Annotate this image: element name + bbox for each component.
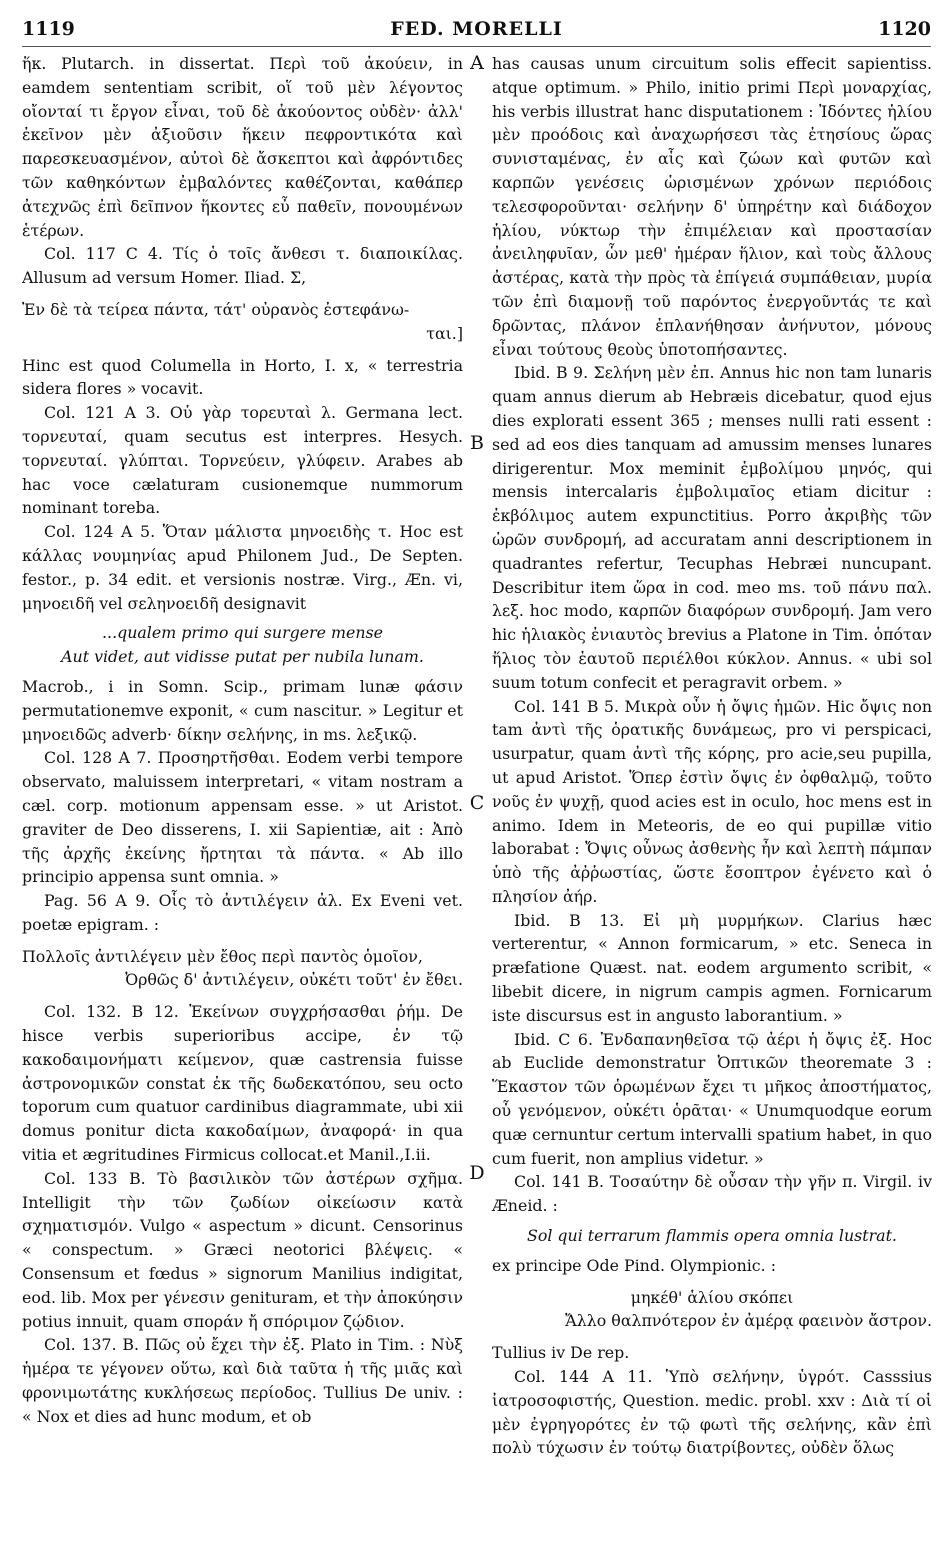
margin-marker-d: D: [469, 1162, 485, 1184]
verse-line: ...qualem primo qui surgere mense: [102, 623, 383, 643]
greek-verse: [22, 945, 463, 993]
paragraph: Tullius iv De rep.: [492, 1343, 630, 1363]
paragraph: ex principe Ode Pind. Olympionic. :: [492, 1255, 777, 1275]
paragraph: Pag. 56 A 9. Οἷς τὸ ἀντιλέγειν ἀλ. Ex Eveni vet. poetæ epigram. :: [22, 891, 463, 934]
paragraph: ἥκ. Plutarch. in dissertat. Περὶ τοῦ ἀκούειν, in eamdem sententiam scribit, οἵ τοῦ μὲν λέγοντος οἴονταί τι ἔργον εἶναι, τοῦ δὲ ἀκούοντος οὐδὲν· ἀλλ' ἐκεῖνον μὲν ἀξιοῦσιν ἥκειν πεφροντικότα καὶ παρεσκευασμένον, αὐτοὶ δὲ ἄσκεπτοι καὶ ἀφρόντιδες τῶν καθηκόντων ἐμβαλόντες καθέζονται, καθάπερ ἀτεχνῶς ἐπὶ δεῖπνον ἥκοντες εὖ παθεῖν, πονουμένων ἑτέρων.: [22, 54, 463, 240]
paragraph: Ibid. B 13. Εἰ μὴ μυρμήκων. Clarius hæc verterentur, « Annon formicarum, » etc. Seneca in præfatione Quæst. nat. eodem argumento scribit, « libebit dicere, in nigrum campis agmen. Fornicarum iste discursus est in angusto laborantium. »: [492, 910, 932, 1025]
margin-marker-b: B: [470, 432, 484, 454]
verse-line: Sol qui terrarum flammis opera omnia lustrat.: [527, 1226, 897, 1246]
paragraph: Col. 117 C 4. Τίς ὁ τοῖς ἄνθεσι τ. διαποικίλας. Allusum ad versum Homer. Iliad. Σ,: [22, 244, 463, 288]
paragraph: Col. 128 A 7. Προσηρτῆσθαι. Eodem verbi tempore observato, maluissem interpretari, « vitam nostram a cæl. corp. motionum appensam esse. » ut Aristot. graviter de Deo disserens, I. xii Sapientiæ, ait : Ἀπὸ τῆς ἀρχῆς ἐκείνης ἤρτηται τὰ πάντα. « Ab illo principio appensa sunt omnia. »: [22, 748, 463, 887]
verse-line: Ἄλλο θαλπνότερον ἐν ἀμέρᾳ φαεινὸν ἄστρον.: [565, 1311, 932, 1331]
paragraph: Macrob., i in Somn. Scip., primam lunæ φάσιν permutationemve exponit, « cum nascitur. » Legitur et μηνοειδῶς adverb· δίκην σελήνης, in ms. λεξικῷ.: [22, 676, 463, 744]
verse-line: Ἐν δὲ τὰ τείρεα πάντα, τάτ' οὐρανὸς ἐστεφάνω-: [22, 299, 410, 319]
greek-verse: [492, 1286, 932, 1334]
paragraph: has causas unum circuitum solis effecit sapientiss. atque optimum. » Philo, initio primi Περὶ μοναρχίας, his verbis illustrat hanc disputationem : Ἰδόντες ἡλίου μὲν προόδοις καὶ ἀναχωρήσεσι τὰς ἐτησίους ὥρας συνισταμένας, ἐν αἷς καὶ ζώων καὶ φυτῶν καὶ καρπῶν γενέσεις ὡρισμένων χρόνων περιόδοις τελεσφοροῦνται· σελήνην δ' ὑπηρέτην καὶ διάδοχον ἡλίου, νύκτωρ τὴν ἐπιμέλειαν καὶ προστασίαν ἀνειληφυῖαν, ὧν μεθ' ἡμέραν ἥλιον, καὶ τοὺς ἄλλους ἀστέρας, κατὰ τὴν πρὸς τὰ ἐπίγειά συμπάθειαν, μυρία τῶν ἐπὶ διαμονῇ τοῦ παρόντος ἐνεργοῦντάς τε καὶ δρῶντας, πλάνον ἐπλανήθησαν ἀνήνυτον, μόνους εἶναι τούτους θεοὺς ὑποτοπήσαντες.: [492, 54, 932, 359]
paragraph: Ibid. B 9. Σελήνη μὲν ἐπ. Annus hic non tam lunaris quam annus dierum ab Hebræis dicebatur, quod ejus dies explorati essent 365 ; menses nulli rati essent : sed ad eos dies tanquam ad amussim menses lunares dirigerentur. Mox meminit ἐμβολίμου μηνός, qui mensis intercalaris ἐμβολιμαῖος etiam dicitur : ἐκβόλιμος autem expunctitius. Porro ἀκριβὴς τῶν ὡρῶν συνδρομή, ad accuratam anni descriptionem in quadrantes refertur, Tecuphas Hebræi nuncupant. Describitur item ὥρα in cod. meo ms. τοῦ πάνυ παλ. λεξ. hoc modo, καρπῶν διαφόρων συνδρομή. Jam vero hic ἡλιακὸς ἐνιαυτὸς brevius a Platone in Tim. ὁπόταν ἥλιος τὸν ἑαυτοῦ περιέλθοι κύκλον. Annus. « ubi sol suum totum confecit et peragravit orbem. »: [492, 363, 932, 692]
paragraph: Col. 141 B. Τοσαύτην δὲ οὖσαν τὴν γῆν π. Virgil. iv Æneid. :: [492, 1172, 932, 1216]
paragraph: Ibid. C 6. Ἐνδαπανηθεῖσα τῷ ἀέρι ἡ ὄψις ἐξ. Hoc ab Euclide demonstratur Ὀπτικῶν theoremate 3 : Ἕκαστον τῶν ὁρωμένων ἔχει τι μῆκος ἀποστήματος, οὗ γενόμενον, οὐκέτι ὁρᾶται· « Unumquodque eorum quæ cernuntur certum intervalli spatium habet, in quo cum fuerit, non amplius videtur. »: [492, 1029, 932, 1168]
latin-verse: [492, 1224, 932, 1248]
paragraph: Col. 137. B. Πῶς οὐ ἔχει τὴν ἐξ. Plato in Tim. : Νὺξ ἡμέρα τε γέγονεν οὕτω, καὶ διὰ ταῦτα ἡ τῆς μιᾶς καὶ φρονιμωτάτης κυκλήσεως περίοδος. Tullius De univ. : « Nox et dies ad hunc modum, et ob: [22, 1335, 463, 1426]
verse-line: ται.]: [426, 323, 463, 343]
paragraph: Col. 144 A 11. Ὑπὸ σελήνην, ὑγρότ. Casssius ἰατροσοφιστής, Question. medic. probl. xxv : Διὰ τί οἱ μὲν ἐγρηγορότες ἐν τῷ φωτὶ τῆς σελήνης, κἂν ἐπὶ πολὺ τύχωσιν ἐν τούτῳ διατρίβοντες, οὐδὲν ὅλως: [492, 1367, 932, 1458]
verse-line: μηκέθ' ἁλίου σκόπει: [630, 1287, 794, 1307]
margin-marker-a: A: [470, 52, 484, 74]
verse-line: Aut videt, aut vidisse putat per nubila lunam.: [61, 647, 424, 667]
header-rule: [22, 46, 931, 47]
verse-line: Ὀρθῶς δ' ἀντιλέγειν, οὐκέτι τοῦτ' ἐν ἔθει.: [125, 970, 463, 990]
right-column: [492, 52, 932, 1460]
margin-marker-c: C: [469, 792, 485, 814]
page-header: [22, 18, 931, 44]
paragraph: Col. 141 B 5. Μικρὰ οὖν ἡ ὄψις ἡμῶν. Hic ὄψις non tam ἀντὶ τῆς ὁρατικῆς δυνάμεως, pro vi perspicaci, usurpatur, quam ἀντὶ τῆς κόρης, pro acie,seu pupilla, ut apud Aristot. Ὅπερ ἐστὶν ὄψις ἐν ὀφθαλμῷ, τοῦτο νοῦς ἐν ψυχῇ, quod acies est in oculo, hoc mens est in animo. Idem in Meteoris, de eo qui pupillæ vitio laborabat : Ὄψις οὖνως ἀσθενὴς ἦν καὶ λεπτὴ πάμπαν ὑπὸ τῆς ἀῤῥωστίας, ὥστε ἔσοπτρον ἐγένετο καὶ ὁ πλησίον ἀήρ.: [492, 696, 932, 906]
paragraph: Col. 132. B 12. Ἐκείνων συγχρήσασθαι ῥήμ. De hisce verbis superioribus accipe, ἐν τῷ κακοδαιμονήματι κείμενον, quæ castrensia fuisse ἀστρονομικῶν constat ἐκ τῆς δωδεκατόπου, seu octo toporum cum quatuor cardinibus diagrammate, ubi xii domus ponitur dicta κακοδαίμων, ἀναφορά· in qua vitia et ægritudines Firmicus collocat.et Manil.,I.ii.: [22, 1002, 463, 1165]
paragraph: Col. 124 A 5. Ὅταν μάλιστα μηνοειδὴς τ. Hoc est κάλλας νουμηνίας apud Philonem Jud., De Septen. festor., p. 34 edit. et versionis nostræ. Virg., Æn. vi, μηνοειδῆ vel σεληνοειδῆ designavit: [22, 522, 463, 613]
verse-line: Πολλοῖς ἀντιλέγειν μὲν ἔθος περὶ παντὸς ὁμοῖον,: [22, 946, 423, 966]
page-number-left: 1119: [22, 18, 75, 40]
paragraph: Hinc est quod Columella in Horto, I. x, « terrestria sidera flores » vocavit.: [22, 355, 463, 399]
paragraph: Col. 121 A 3. Οὐ γὰρ τορευταὶ λ. Germana lect. τορνευταί, quam secutus est interpres. Hesych. τορνευταί. γλύπται. Τορνεύειν, γλύφειν. Arabes ab hac voce cælaturam cusionemque nummorum nominant toreba.: [22, 403, 463, 518]
paragraph: Col. 133 B. Τὸ βασιλικὸν τῶν ἀστέρων σχῆμα. Intelligit τὴν τῶν ζωδίων οἰκείωσιν κατὰ σχηματισμόν. Vulgo « aspectum » dicunt. Censorinus « conspectum. » Græci neotorici βλέψεις. « Consensum et fœdus » signorum Manilius indigitat, eod. lib. Mox per γένεσιν genituram, et τὴν ἀποκύησιν potius innuit, quam σποράν ἤ σπόριμον ζῴδιον.: [22, 1168, 463, 1331]
left-column: [22, 52, 463, 1429]
running-title: FED. MORELLI: [390, 18, 563, 40]
greek-verse: [22, 298, 463, 346]
latin-verse: [22, 621, 463, 669]
page-number-right: 1120: [878, 18, 931, 40]
